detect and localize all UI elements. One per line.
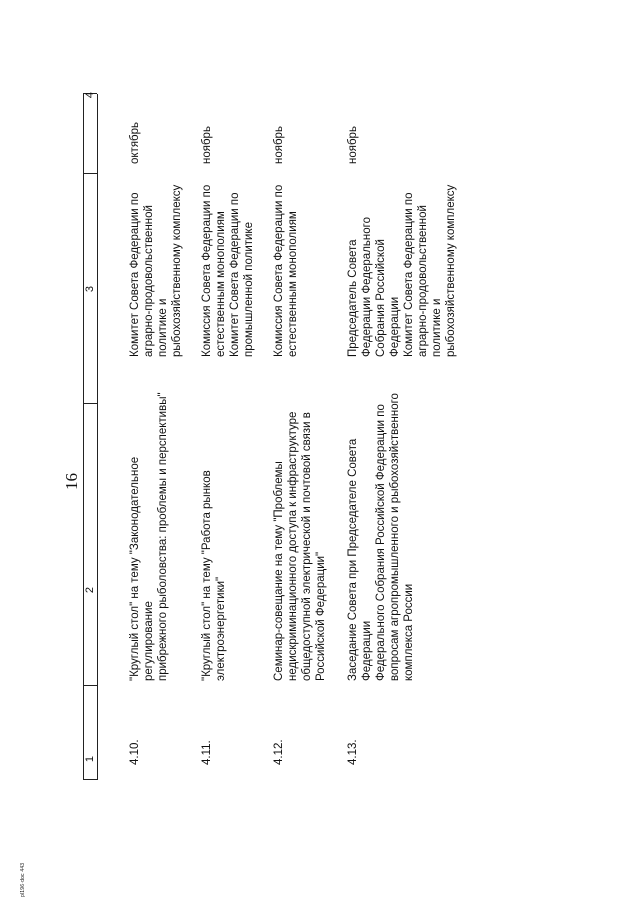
header-col-4: 4: [84, 91, 96, 99]
table-top-border: [83, 94, 84, 780]
header-col-2: 2: [84, 586, 96, 594]
header-col-3: 3: [84, 285, 96, 293]
col-divider: [83, 685, 97, 686]
event-description: Семинар-совещание на тему "Проблемы недискриминационного доступа к инфраструктуре общедоступной электрической и почтовой связи в Российской Федерации": [273, 411, 327, 681]
responsible-party: Председатель Совета Федерации Федерального Собрания Российской Федерации Комитет Совета Федерации по аграрно-продовольственной политике и рыбохозяйственному комплексу: [347, 184, 457, 357]
page-number: 16: [62, 473, 81, 490]
event-description: "Круглый стол" на тему "Работа рынков электроэнергетики": [201, 470, 227, 681]
table-header-bottom-border: [97, 94, 98, 780]
event-date: октябрь: [129, 121, 141, 164]
event-description: Заседание Совета при Председателе Совета Федерации Федерального Собрания Российской Федерации по вопросам агропромышленного и рыбохозяйственного комплекса России: [347, 393, 415, 681]
event-date: ноябрь: [201, 126, 213, 164]
row-number: 4.10.: [129, 739, 141, 765]
responsible-party: Комиссия Совета Федерации по естественным монополиям Комитет Совета Федерации по промышленной политике: [201, 184, 255, 357]
row-number: 4.12.: [273, 739, 285, 765]
col-divider: [83, 779, 97, 780]
responsible-party: Комитет Совета Федерации по аграрно-продовольственной политике и рыбохозяйственному комплексу: [129, 184, 183, 357]
event-description: "Круглый стол" на тему "Законодательное регулирование прибрежного рыболовства: проблемы и перспективы": [129, 392, 169, 681]
header-col-1: 1: [84, 755, 96, 763]
event-date: ноябрь: [273, 126, 285, 164]
col-divider: [83, 173, 97, 174]
col-divider: [83, 403, 97, 404]
footer-document-code: pl196·doc 443: [20, 862, 26, 897]
responsible-party: Комиссия Совета Федерации по естественным монополиям: [273, 184, 299, 357]
row-number: 4.13.: [347, 739, 359, 765]
row-number: 4.11.: [201, 740, 213, 765]
event-date: ноябрь: [347, 126, 359, 164]
